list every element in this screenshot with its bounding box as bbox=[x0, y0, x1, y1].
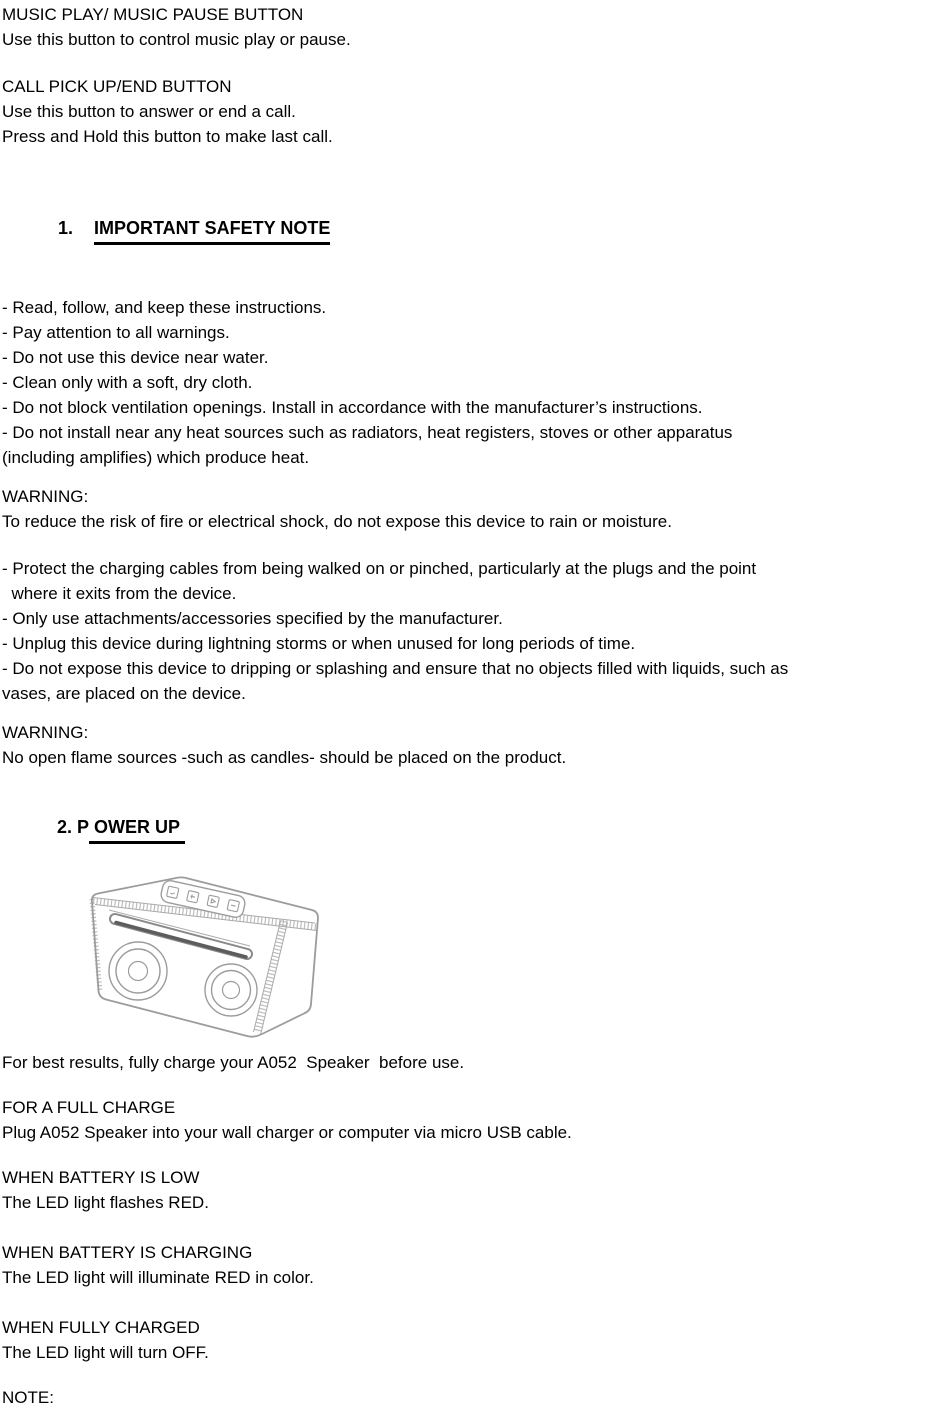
heading-number-prefix: 2. P bbox=[57, 817, 90, 837]
instruction-line: vases, are placed on the device. bbox=[2, 684, 246, 703]
instruction-line: - Pay attention to all warnings. bbox=[2, 323, 230, 342]
section-title-full-charge: FOR A FULL CHARGE bbox=[2, 1098, 176, 1117]
instruction-line: - Do not install near any heat sources such as radiators, heat registers, stoves or other apparatus bbox=[2, 423, 733, 442]
warning-text: To reduce the risk of fire or electrical shock, do not expose this device to rain or moisture. bbox=[2, 512, 672, 531]
text-line: For best results, fully charge your A052 Speaker before use. bbox=[2, 1053, 465, 1072]
instruction-line: - Do not block ventilation openings. Install in accordance with the manufacturer’s instructions. bbox=[2, 398, 703, 417]
instruction-line: - Do not expose this device to dripping or splashing and ensure that no objects filled with liquids, such as bbox=[2, 659, 789, 678]
section-title-fully-charged: WHEN FULLY CHARGED bbox=[2, 1318, 200, 1337]
warning-text: No open flame sources -such as candles- should be placed on the product. bbox=[2, 748, 567, 767]
text-line: Press and Hold this button to make last call. bbox=[2, 127, 333, 146]
heading-number: 1. bbox=[58, 218, 74, 238]
speaker-illustration bbox=[88, 874, 322, 1042]
heading-important-safety-note bbox=[38, 189, 935, 271]
heading-power-up bbox=[37, 788, 935, 870]
instruction-line: - Read, follow, and keep these instructions. bbox=[2, 298, 327, 317]
instruction-line: - Clean only with a soft, dry cloth. bbox=[2, 373, 253, 392]
safety-instructions-list bbox=[2, 295, 935, 470]
note-section bbox=[2, 1385, 935, 1410]
text-line: The LED light flashes RED. bbox=[2, 1193, 209, 1212]
instruction-line: - Unplug this device during lightning storms or when unused for long periods of time. bbox=[2, 634, 636, 653]
section-music-play-pause bbox=[2, 2, 935, 52]
instruction-line: - Protect the charging cables from being walked on or pinched, particularly at the plugs and the point bbox=[2, 559, 757, 578]
heading-title: IMPORTANT SAFETY NOTE bbox=[94, 215, 330, 245]
text-line: Plug A052 Speaker into your wall charger or computer via micro USB cable. bbox=[2, 1123, 572, 1142]
text-line: Use this button to answer or end a call. bbox=[2, 102, 296, 121]
warning-label: WARNING: bbox=[2, 723, 89, 742]
section-title-music: MUSIC PLAY/ MUSIC PAUSE BUTTON bbox=[2, 5, 304, 24]
instruction-line: where it exits from the device. bbox=[2, 584, 237, 603]
heading-title: OWER UP bbox=[89, 814, 185, 844]
section-battery-charging bbox=[2, 1240, 935, 1290]
text-line: The LED light will turn OFF. bbox=[2, 1343, 209, 1362]
paragraph-best-results bbox=[2, 1050, 935, 1075]
instruction-line: - Only use attachments/accessories specified by the manufacturer. bbox=[2, 609, 503, 628]
section-title-battery-low: WHEN BATTERY IS LOW bbox=[2, 1168, 200, 1187]
text-line: Use this button to control music play or pause. bbox=[2, 30, 351, 49]
section-call-pickup bbox=[2, 74, 935, 149]
warning-block-2 bbox=[2, 720, 935, 770]
instruction-line: (including amplifies) which produce heat. bbox=[2, 448, 310, 467]
section-full-charge bbox=[2, 1095, 935, 1145]
safety-instructions-list-2 bbox=[2, 556, 935, 706]
section-title-battery-charging: WHEN BATTERY IS CHARGING bbox=[2, 1243, 253, 1262]
section-title-call: CALL PICK UP/END BUTTON bbox=[2, 77, 232, 96]
speaker-line-drawing-icon bbox=[88, 874, 322, 1042]
warning-block-1 bbox=[2, 484, 935, 534]
warning-label: WARNING: bbox=[2, 487, 89, 506]
instruction-line: - Do not use this device near water. bbox=[2, 348, 269, 367]
text-line: The LED light will illuminate RED in color. bbox=[2, 1268, 314, 1287]
section-battery-low bbox=[2, 1165, 935, 1215]
note-label: NOTE: bbox=[2, 1388, 54, 1407]
section-fully-charged bbox=[2, 1315, 935, 1365]
